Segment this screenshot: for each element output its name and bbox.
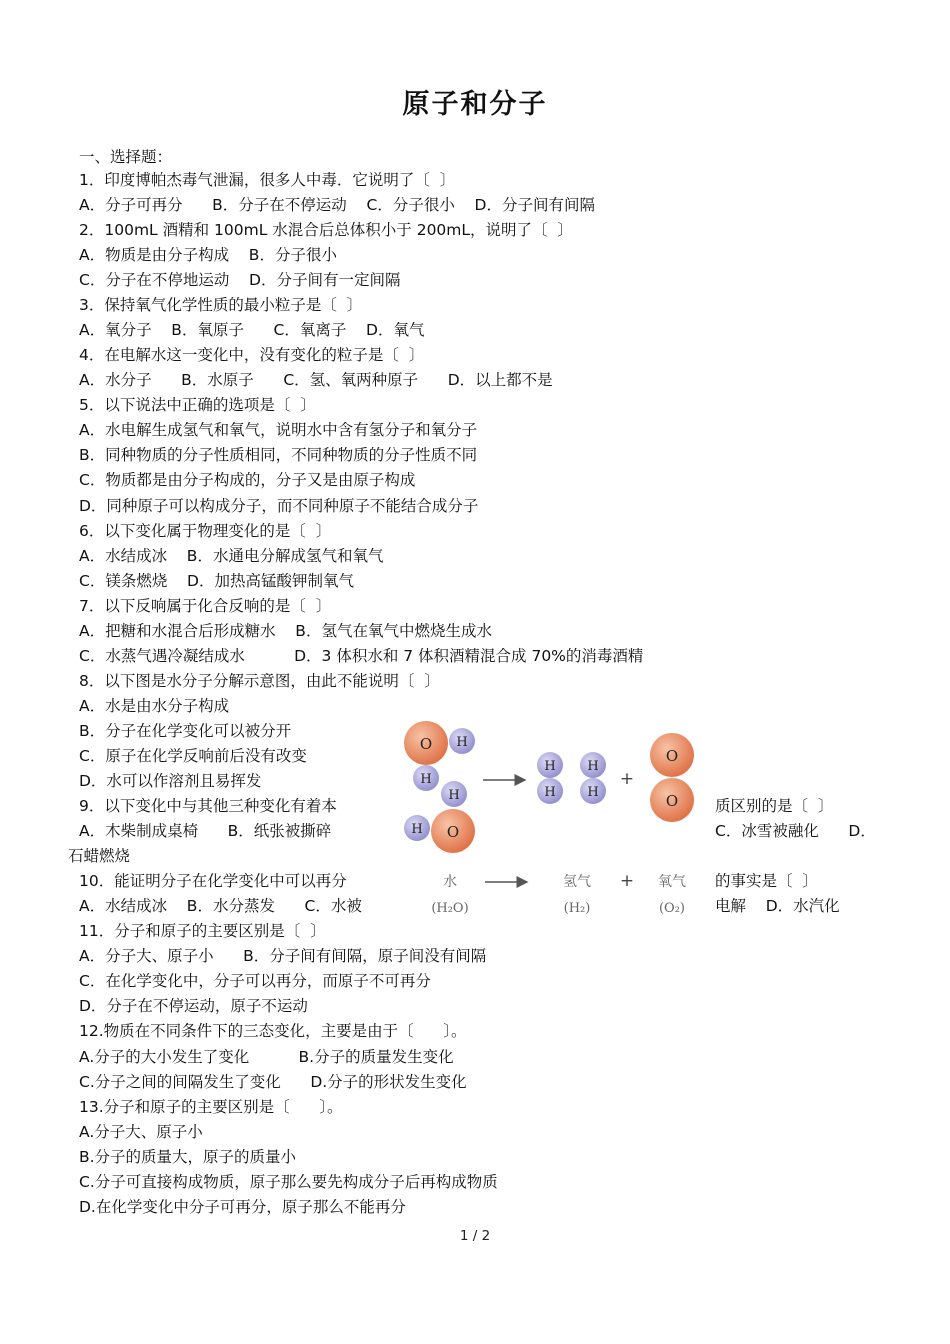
- question-13-option-c: C.分子可直接构成物质，原子那么要先构成分子后再构成物质: [79, 1173, 498, 1191]
- formula-hydrogen: (H₂): [563, 901, 591, 916]
- hydrogen-molecules: [537, 752, 606, 804]
- page-title: 原子和分子: [402, 89, 548, 120]
- question-8: 8．以下图是水分子分解示意图，由此不能说明〔 〕: [79, 672, 440, 690]
- question-1: 1．印度博帕杰毒气泄漏，很多人中毒．它说明了〔 〕: [79, 171, 456, 189]
- question-4: 4．在电解水这一变化中，没有变化的粒子是〔 〕: [79, 346, 425, 364]
- question-5-option-c: C．物质都是由分子构成的，分子又是由原子构成: [79, 471, 416, 489]
- question-2-options-ab: A．物质是由分子构成 B．分子很小: [79, 246, 337, 264]
- atom-label: H: [544, 785, 556, 800]
- formula-water: (H₂O): [431, 901, 469, 916]
- water-molecule-1: [404, 721, 475, 791]
- question-13-option-b: B.分子的质量大，原子的质量小: [79, 1148, 297, 1166]
- question-3: 3．保持氧气化学性质的最小粒子是〔 〕: [79, 296, 363, 314]
- label-water: 水: [443, 874, 457, 890]
- plus-sign: +: [619, 769, 635, 789]
- label-oxygen: 氧气: [658, 874, 686, 890]
- question-11-options-ab: A．分子大、原子小 B．分子间有间隔，原子间没有间隔: [79, 947, 487, 965]
- oxygen-molecule: [650, 733, 694, 822]
- atom-label: H: [448, 788, 460, 803]
- question-10-options-part-1: A．水结成冰 B．水分蒸发 C．水被: [79, 897, 362, 915]
- question-11-option-c: C．在化学变化中，分子可以再分，而原子不可再分: [79, 972, 431, 990]
- question-8-option-d: D．水可以作溶剂且易挥发: [79, 772, 262, 790]
- atom-label: O: [419, 735, 433, 753]
- question-7: 7．以下反响属于化合反响的是〔 〕: [79, 597, 332, 615]
- question-1-options: A．分子可再分 B．分子在不停运动 C．分子很小 D．分子间有间隔: [79, 196, 595, 214]
- question-12-options-ab: A.分子的大小发生了变化 B.分子的质量发生变化: [79, 1048, 454, 1066]
- question-10-part-1: 10．能证明分子在化学变化中可以再分: [79, 872, 347, 890]
- water-molecule-2: [404, 781, 475, 853]
- question-5-option-a: A．水电解生成氢气和氧气，说明水中含有氢分子和氧分子: [79, 421, 478, 439]
- section-heading: 一、选择题：: [79, 148, 173, 166]
- question-12-options-cd: C.分子之间的间隔发生了变化 D.分子的形状发生变化: [79, 1073, 467, 1091]
- question-7-options-cd: C．水蒸气遇冷凝结成水 D．3 体积水和 7 体积酒精混合成 70%的消毒酒精: [79, 647, 644, 665]
- question-13-option-a: A.分子大、原子小: [79, 1123, 203, 1141]
- water-decomposition-figure: [395, 712, 705, 924]
- question-11: 11．分子和原子的主要区别是〔 〕: [79, 922, 326, 940]
- question-10-part-2: 的事实是〔 〕: [715, 872, 818, 890]
- question-2-options-cd: C．分子在不停地运动 D．分子间有一定间隔: [79, 271, 401, 289]
- question-7-options-ab: A．把糖和水混合后形成糖水 B．氢气在氧气中燃烧生成水: [79, 622, 492, 640]
- question-8-option-a: A．水是由水分子构成: [79, 697, 230, 715]
- atom-label: O: [665, 792, 679, 810]
- atom-label: H: [587, 759, 599, 774]
- page-number: 1 / 2: [459, 1228, 491, 1244]
- question-10-options-part-2: 电解 D．水汽化: [715, 897, 840, 915]
- question-9-part-2: 质区别的是〔 〕: [715, 797, 834, 815]
- question-13-option-d: D.在化学变化中分子可再分，原子那么不能再分: [79, 1198, 406, 1216]
- question-9-options-ab: A．木柴制成桌椅 B．纸张被撕碎: [79, 822, 332, 840]
- question-9-options-cd: C．冰雪被融化 D．: [715, 822, 876, 840]
- question-5-option-d: D．同种原子可以构成分子，而不同种原子不能结合成分子: [79, 497, 479, 515]
- atom-label: H: [456, 735, 468, 750]
- question-5-option-b: B．同种物质的分子性质相同，不同种物质的分子性质不同: [79, 446, 478, 464]
- question-9-option-d-text: 石蜡燃烧: [68, 847, 131, 865]
- question-2: 2．100mL 酒精和 100mL 水混合后总体积小于 200mL，说明了〔 〕: [79, 221, 573, 239]
- question-13: 13.分子和原子的主要区别是〔 〕。: [79, 1098, 343, 1116]
- atom-label: H: [411, 822, 423, 837]
- question-9-part-1: 9．以下变化中与其他三种变化有着本: [79, 797, 337, 815]
- label-hydrogen: 氢气: [563, 874, 591, 890]
- question-6-options-cd: C．镁条燃烧 D．加热高锰酸钾制氧气: [79, 572, 354, 590]
- question-4-options: A．水分子 B．水原子 C．氢、氧两种原子 D．以上都不是: [79, 371, 553, 389]
- atom-label: H: [587, 785, 599, 800]
- question-8-option-b: B．分子在化学变化可以被分开: [79, 722, 292, 740]
- formula-oxygen: (O₂): [658, 901, 686, 916]
- question-5: 5．以下说法中正确的选项是〔 〕: [79, 396, 316, 414]
- question-11-option-d: D．分子在不停运动，原子不运动: [79, 997, 308, 1015]
- question-6-options-ab: A．水结成冰 B．水通电分解成氢气和氧气: [79, 547, 384, 565]
- question-3-options: A．氧分子 B．氧原子 C．氧离子 D．氧气: [79, 321, 425, 339]
- atom-label: O: [446, 823, 460, 841]
- question-8-option-c: C．原子在化学反响前后没有改变: [79, 747, 307, 765]
- question-6: 6．以下变化属于物理变化的是〔 〕: [79, 522, 332, 540]
- atom-label: O: [665, 747, 679, 765]
- label-plus-sign: +: [619, 871, 635, 891]
- atom-label: H: [544, 759, 556, 774]
- question-12: 12.物质在不同条件下的三态变化，主要是由于〔 〕。: [79, 1022, 467, 1040]
- atom-label: H: [420, 772, 432, 787]
